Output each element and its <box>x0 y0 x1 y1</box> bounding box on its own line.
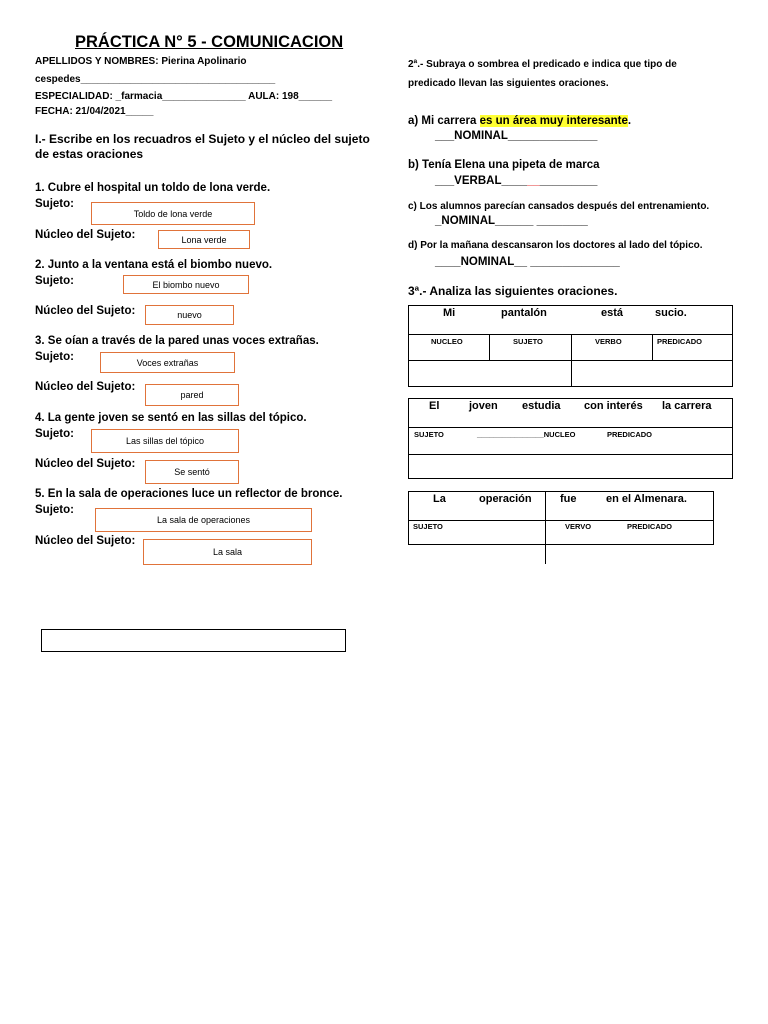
table1-word-3: está <box>601 307 624 319</box>
sentence-2: 2. Junto a la ventana está el biombo nuevo. <box>35 259 273 271</box>
names-line-continued: cespedes___________________________________ <box>35 74 276 85</box>
nucleus-box-1[interactable]: Lona verde <box>158 230 250 249</box>
analysis-table-2 <box>408 398 733 479</box>
nucleus-label-1: Núcleo del Sujeto: <box>35 229 136 241</box>
part1-instruction: I.- Escribe en los recuadros el Sujeto y el núcleo del sujeto de estas oraciones <box>35 132 370 161</box>
table2-word-3: estudia <box>522 400 561 412</box>
sentence-a <box>408 115 631 127</box>
specialty-line: ESPECIALIDAD: _farmacia_______________ AULA: 198______ <box>35 91 333 102</box>
part2-instruction-line1: 2ª.- Subraya o sombrea el predicado e indica que tipo de <box>408 59 677 70</box>
sentence-3: 3. Se oían a través de la pared unas voces extrañas. <box>35 335 319 347</box>
subject-label-4: Sujeto: <box>35 428 74 440</box>
nucleus-box-5[interactable]: La sala <box>143 539 312 565</box>
table2-label-predicado: PREDICADO <box>607 430 653 439</box>
sentence-d: d) Por la mañana descansaron los doctores al lado del tópico. <box>408 240 703 251</box>
sentence-4: 4. La gente joven se sentó en las sillas del tópico. <box>35 412 307 424</box>
table2-label-sujeto: SUJETO <box>414 430 444 439</box>
analysis-table-3 <box>408 491 714 545</box>
page-title: PRÁCTICA N° 5 - COMUNICACION <box>75 33 344 51</box>
nucleus-label-5: Núcleo del Sujeto: <box>35 535 136 547</box>
subject-label-3: Sujeto: <box>35 351 74 363</box>
table3-label-predicado: PREDICADO <box>627 522 673 531</box>
sentence-5: 5. En la sala de operaciones luce un reflector de bronce. <box>35 488 343 500</box>
table2-word-4: con interés <box>584 400 643 412</box>
table3-label-sujeto: SUJETO <box>413 522 443 531</box>
table1-word-2: pantalón <box>501 307 547 319</box>
nucleus-label-4: Núcleo del Sujeto: <box>35 458 136 470</box>
subject-label-1: Sujeto: <box>35 198 74 210</box>
table1-word-1: Mi <box>443 307 456 319</box>
date-line: FECHA: 21/04/2021_____ <box>35 106 154 117</box>
answer-b-text: ___VERBAL____ <box>435 175 528 187</box>
table2-word-1: El <box>429 400 440 412</box>
nucleus-box-3[interactable]: pared <box>145 384 239 406</box>
sentence-c: c) Los alumnos parecían cansados después del entrenamiento. <box>408 201 710 212</box>
nucleus-label-3: Núcleo del Sujeto: <box>35 381 136 393</box>
table3-word-1: La <box>433 493 446 505</box>
subject-box-2[interactable]: El biombo nuevo <box>123 275 249 294</box>
table3-word-3: fue <box>560 493 577 505</box>
table1-label-verbo: VERBO <box>595 337 622 346</box>
sentence-b: b) Tenía Elena una pipeta de marca <box>408 159 600 171</box>
part2-instruction-line2: predicado llevan las siguientes oraciones. <box>408 78 609 89</box>
analysis-table-1 <box>408 305 733 387</box>
part3-instruction: 3ª.- Analiza las siguientes oraciones. <box>408 284 618 298</box>
sentence-a-end: . <box>627 115 632 127</box>
table2-label-nucleo: ________________NUCLEO <box>477 430 576 439</box>
table3-word-2: operación <box>479 493 532 505</box>
table2-word-5: la carrera <box>662 400 712 412</box>
nucleus-box-2[interactable]: nuevo <box>145 305 234 325</box>
empty-answer-box[interactable] <box>41 629 346 652</box>
answer-a: ___NOMINAL______________ <box>435 130 598 142</box>
sentence-1: 1. Cubre el hospital un toldo de lona verde. <box>35 182 271 194</box>
subject-box-1[interactable]: Toldo de lona verde <box>91 202 255 225</box>
sentence-a-start: a) Mi carrera <box>408 115 480 127</box>
table1-word-4: sucio. <box>655 307 687 319</box>
table3-label-vervo: VERVO <box>565 522 592 531</box>
subject-label-2: Sujeto: <box>35 275 74 287</box>
table1-label-predicado: PREDICADO <box>657 337 703 346</box>
answer-c: _NOMINAL______ ________ <box>435 215 588 227</box>
names-line: APELLIDOS Y NOMBRES: Pierina Apolinario <box>35 56 247 67</box>
answer-b <box>435 175 597 187</box>
table1-label-sujeto: SUJETO <box>513 337 543 346</box>
nucleus-label-2: Núcleo del Sujeto: <box>35 305 136 317</box>
subject-box-3[interactable]: Voces extrañas <box>100 352 235 373</box>
subject-box-4[interactable]: Las sillas del tópico <box>91 429 239 453</box>
table3-word-4: en el Almenara. <box>606 493 687 505</box>
subject-label-5: Sujeto: <box>35 504 74 516</box>
highlighted-predicate: es un área muy interesante <box>479 115 628 127</box>
table2-word-2: joven <box>469 400 498 412</box>
answer-d: ____NOMINAL__ ______________ <box>435 256 620 268</box>
nucleus-box-4[interactable]: Se sentó <box>145 460 239 484</box>
table1-label-nucleo: NUCLEO <box>431 337 463 346</box>
answer-b-red-mark: __ <box>527 175 540 187</box>
answer-b-tail: _________ <box>539 175 598 187</box>
subject-box-5[interactable]: La sala de operaciones <box>95 508 312 532</box>
